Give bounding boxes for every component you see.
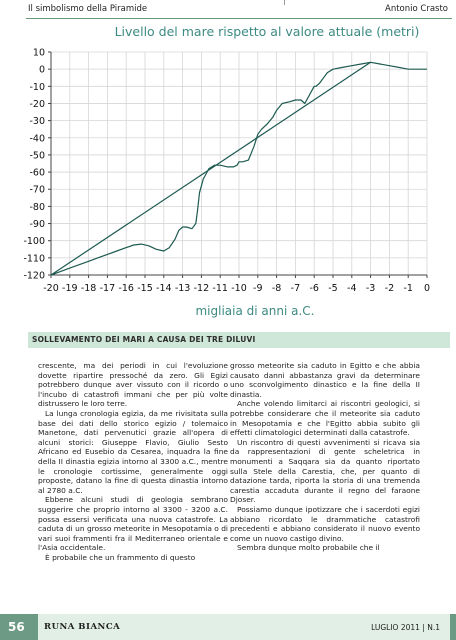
- page-number: 56: [8, 620, 25, 634]
- x-tick-label: -3: [365, 283, 376, 294]
- x-tick-label: -4: [347, 283, 357, 294]
- y-tick-label: -60: [29, 167, 45, 179]
- magazine-name: RUNA BIANCA: [44, 622, 121, 632]
- x-tick-label: -16: [118, 283, 134, 294]
- y-tick-label: -40: [29, 133, 45, 145]
- chart-title: Livello del mare rispetto al valore attuale (metri): [114, 24, 420, 39]
- sea-level-chart: [0, 18, 456, 323]
- y-tick-label: -30: [29, 116, 45, 128]
- x-tick-label: -13: [174, 283, 191, 294]
- x-tick-label: -11: [212, 283, 228, 294]
- x-tick-label: 0: [423, 283, 431, 294]
- x-tick-label: -12: [193, 283, 210, 294]
- chart-svg: [0, 18, 456, 323]
- text-column-right: [230, 361, 420, 553]
- header-article-title: Il simbolismo della Piramide: [28, 4, 148, 14]
- y-tick-label: -20: [29, 98, 45, 110]
- paragraph: grosso meteorite sia caduto in Egitto e che abbia causato danni abbastanza gravi da determinare uno sconvolgimento dinastico e la fine della II dinastia.: [230, 361, 420, 399]
- y-tick-label: -110: [23, 253, 45, 265]
- y-tick-label: -70: [29, 184, 45, 196]
- x-tick-label: -6: [309, 283, 319, 294]
- x-tick-label: -9: [253, 283, 263, 294]
- footer-end-mark: [450, 614, 456, 640]
- x-tick-label: -2: [384, 283, 395, 294]
- y-tick-label: 0: [38, 64, 45, 76]
- issue-info: LUGLIO 2011 | N.1: [371, 623, 440, 632]
- x-tick-label: -18: [80, 283, 97, 294]
- header-divider: [284, 0, 285, 5]
- x-tick-label: -8: [271, 283, 282, 294]
- y-tick-label: -80: [29, 201, 45, 213]
- page-footer: [0, 614, 456, 640]
- paragraph: Ebbene alcuni studi di geologia sembrano suggerire che proprio intorno al 3300 - 3200 a.C. possa essersi verificata una nuova catastrofe. La caduta di un grosso meteorite in Mesopotamia o di vari suoi frammenti fra il Mediterraneo orientale e l'Asia occidentale.: [38, 495, 228, 553]
- header-author: Antonio Crasto: [385, 4, 448, 14]
- section-banner: [28, 332, 450, 348]
- x-tick-label: -14: [156, 283, 172, 294]
- x-tick-label: -17: [99, 283, 116, 294]
- paragraph: crescente, ma dei periodi in cui l'evoluzione dovette ripartire pressoché da zero. Gli Egizi potrebbero dunque aver vissuto con il ricordo o l'incubo di catastrofi immani che per più volte distrussero le loro terre.: [38, 361, 228, 409]
- section-title: SOLLEVAMENTO DEI MARI A CAUSA DEI TRE DILUVI: [32, 335, 256, 344]
- text-column-left: [38, 361, 228, 562]
- y-tick-label: -10: [29, 81, 45, 93]
- x-axis-title: migliaia di anni a.C.: [195, 304, 315, 318]
- y-tick-label: -100: [23, 236, 45, 248]
- x-tick-label: -15: [137, 283, 153, 294]
- paragraph: La lunga cronologia egizia, da me rivisitata sulla base dei dati dello storico egizio / tolemaico Manetone, dati pervenutici grazie all'opera di alcuni storici: Giuseppe Flavio, Giulio Sesto Africano ed Eusebio da Cesarea, inquadra la fine della II dinastia egizia intorno al 3300 a.C., mentre le cronologie cortissime, generalmente oggi proposte, datano la fine di questa dinastia intorno al 2780 a.C.: [38, 408, 228, 495]
- paragraph: Sembra dunque molto probabile che il: [237, 543, 380, 553]
- x-tick-label: -7: [290, 283, 301, 294]
- running-header: [26, 0, 452, 19]
- paragraph: È probabile che un frammento di questo: [45, 552, 196, 562]
- y-tick-label: -90: [29, 219, 45, 231]
- y-tick-label: -50: [29, 150, 45, 162]
- paragraph: Possiamo dunque ipotizzare che i sacerdoti egizi abbiano ricordato le drammatiche catastrofi precedenti e abbiano considerato il nuovo evento come un nuovo castigo divino.: [230, 504, 420, 543]
- x-tick-label: -5: [328, 283, 338, 294]
- paragraph: Anche volendo limitarci ai riscontri geologici, si potrebbe considerare che il meteorite sia caduto in Mesopotamia e che l'Egitto abbia subito gli effetti climatologici determinati dalla catastrofe.: [230, 399, 420, 438]
- paragraph: Un riscontro di questi avvenimenti si ricava sia da rappresentazioni di gente scheletrica in monumenti a Saqqara sia da quanto riportato sulla Stele della Carestia, che, per quanto di datazione tarda, riporta la storia di una tremenda carestia accaduta durante il regno del faraone Djoser.: [230, 437, 420, 505]
- x-tick-label: -20: [43, 283, 59, 294]
- x-tick-label: -1: [403, 283, 413, 294]
- y-tick-label: -120: [23, 270, 45, 282]
- x-tick-label: -10: [231, 283, 247, 294]
- x-tick-label: -19: [62, 283, 78, 294]
- y-tick-label: 10: [32, 47, 45, 59]
- page-number-box: [0, 614, 38, 640]
